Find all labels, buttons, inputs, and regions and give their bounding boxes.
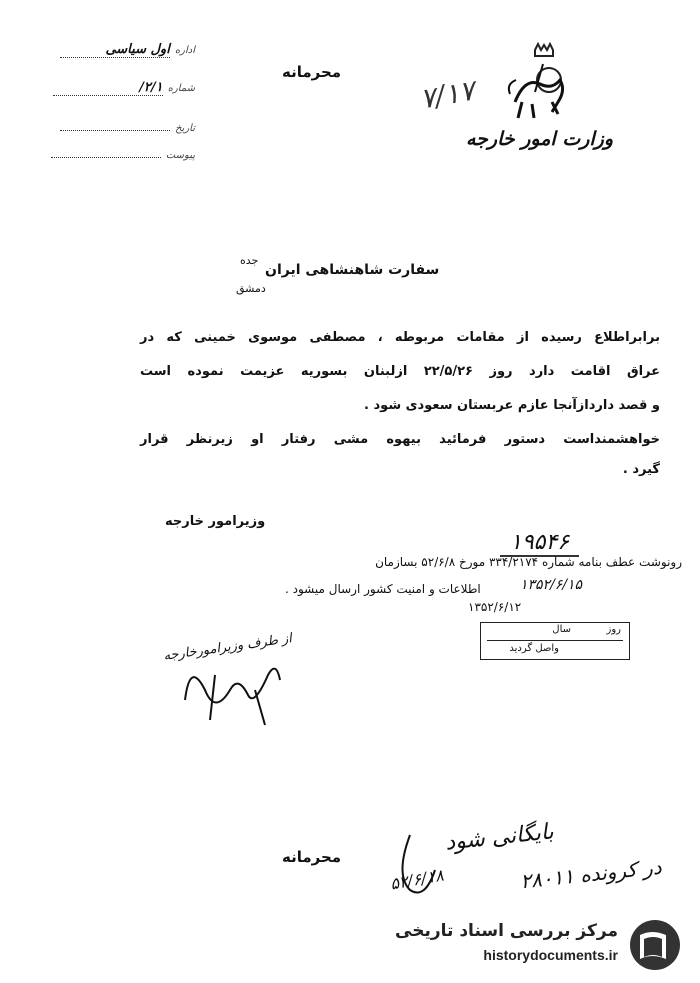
body-line-1: برابراطلاع رسیده از مقامات مربوطه ، مصطفی موسوی خمینی که در — [140, 330, 660, 345]
watermark-site: historydocuments.ir — [483, 947, 618, 963]
classification-bottom: محرمانه — [282, 848, 342, 866]
field-date: تاریخ — [40, 116, 195, 138]
signature-scribble-icon — [170, 640, 300, 730]
field-department: اداره اول سیاسی — [40, 38, 195, 60]
archive-logo-icon — [626, 917, 684, 973]
bottom-note-date: ۵۲/۶/۱۸ — [388, 865, 445, 894]
lion-and-sun-emblem-icon — [505, 42, 580, 122]
signer-line: از طرف وزیرامورخارجه — [162, 631, 293, 664]
body-line-4: خواهشمنداست دستور فرمائید بیهوه مشی رفتار او زیرنظر قرار — [140, 432, 660, 447]
watermark — [395, 915, 690, 975]
copy-note-line-2: اطلاعات و امنیت کشور ارسال میشود . — [285, 582, 481, 596]
field-attachment: پیوست — [40, 143, 195, 165]
copy-handwritten-number: ۱۹۵۴۶ — [500, 530, 579, 557]
addressee-city-damascus: دمشق — [236, 282, 266, 295]
body-line-3: و قصد داردازآنجا عازم عربستان سعودی شود . — [364, 398, 660, 413]
watermark-title: مرکز بررسی اسناد تاریخی — [395, 921, 618, 941]
bottom-note-file: در کرونده ۲۸۰۱۱ — [519, 854, 663, 894]
stamp-date: ۱۳۵۲/۶/۱۲ — [468, 600, 522, 614]
bottom-note-archive: بایگانی شود — [443, 819, 555, 856]
addressee-city-jeddah: جده — [240, 254, 259, 267]
stamp-box: روز سال واصل گردید — [480, 622, 630, 660]
field-number: شماره ۲/۱/ — [40, 76, 195, 98]
copy-note-date: ۱۳۵۲/۶/۱۵ — [520, 577, 583, 593]
body-line-2: عراق اقامت دارد روز ۲۲/۵/۲۶ ازلبنان بسوریه عزیمت نموده است — [140, 364, 660, 379]
handwritten-reference: ۷/۱۷ — [417, 73, 478, 116]
classification-top: محرمانه — [282, 63, 342, 81]
addressee-name: سفارت شاهنشاهی ایران — [265, 262, 440, 278]
body-line-5: گیرد . — [622, 462, 660, 477]
received-stamp — [468, 600, 628, 660]
ministry-name: وزارت امور خارجه — [466, 128, 614, 150]
copy-note-line-1: رونوشت عطف بنامه شماره ۳۳۴/۲۱۷۴ مورخ ۵۲/۶/۸ بسازمان — [375, 555, 682, 569]
bottom-scribble-icon — [380, 830, 450, 900]
signature-title: وزیرامور خارجه — [165, 514, 266, 529]
